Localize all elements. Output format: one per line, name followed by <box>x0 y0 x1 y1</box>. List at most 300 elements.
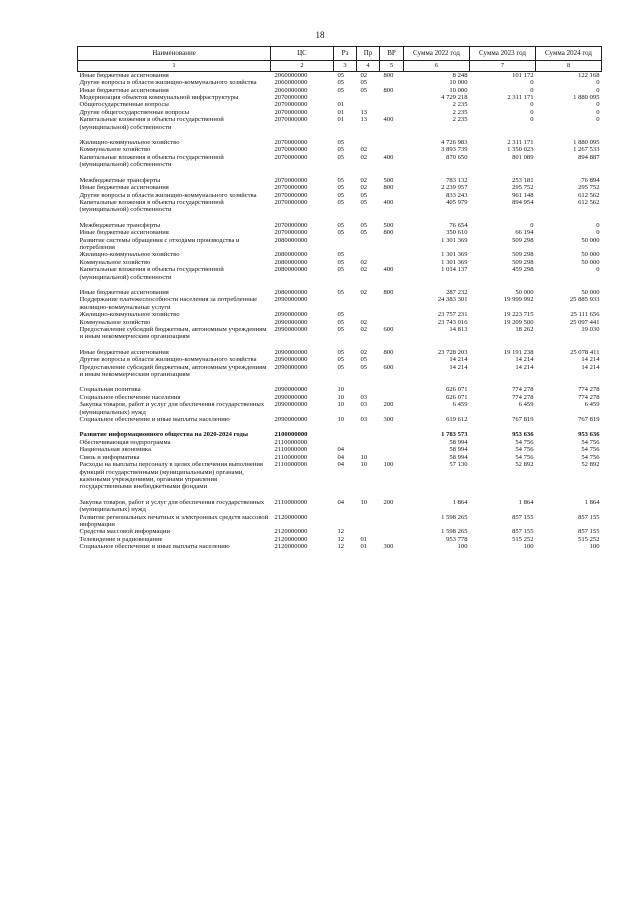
row-rz: 05 <box>337 79 345 87</box>
row-sum-2022: 14 813 <box>449 326 468 333</box>
row-vr <box>380 386 404 393</box>
row-rz <box>334 514 357 529</box>
row-pr <box>357 296 380 311</box>
header-name: Наименование <box>78 47 271 61</box>
row-sum-2023: 14 214 <box>515 356 534 364</box>
row-vr <box>380 146 404 153</box>
row-name: Предоставление субсидий бюджетным, автономным учреждениям и иным некоммерческим организациям <box>79 363 267 379</box>
row-cs: 2070000000 <box>274 221 308 229</box>
row-cs: 2100000000 <box>274 431 308 439</box>
table-row <box>78 266 602 281</box>
row-pr: 05 <box>360 363 368 371</box>
header-sum-2023: Сумма 2023 год <box>470 47 536 61</box>
row-sum-2023: 50 000 <box>515 288 534 296</box>
row-name: Жилищно-коммунальное хозяйство <box>79 139 180 147</box>
row-spacer <box>78 214 602 222</box>
row-name: Модернизация объектов коммунальной инфраструктуры <box>79 94 239 102</box>
row-sum-2024: 54 756 <box>581 453 600 461</box>
row-cs: 2120000000 <box>274 528 308 536</box>
row-rz: 04 <box>337 446 345 454</box>
table-row <box>78 311 602 318</box>
table-row <box>78 536 602 543</box>
row-sum-2022: 58 994 <box>449 438 468 446</box>
row-sum-2022: 100 <box>457 543 468 551</box>
header-vr: ВР <box>380 47 404 61</box>
row-sum-2022: 14 214 <box>449 363 468 371</box>
row-cs: 2080000000 <box>274 236 308 244</box>
row-sum-2022: 1 598 265 <box>441 513 468 521</box>
row-sum-2024: 19 030 <box>581 326 600 333</box>
row-cs: 2090000000 <box>274 318 308 326</box>
row-sum-2022: 1 864 <box>452 498 468 506</box>
row-pr <box>357 139 380 146</box>
row-cs: 2110000000 <box>274 461 308 469</box>
header-number: 5 <box>380 61 404 71</box>
row-spacer <box>78 491 602 499</box>
header-number: 2 <box>271 61 334 71</box>
row-name: Коммунальное хозяйство <box>79 258 151 266</box>
table-row <box>78 386 602 393</box>
row-sum-2024: 0 <box>596 101 600 109</box>
row-name: Другие вопросы в области жилищно-коммунального хозяйства <box>79 191 257 199</box>
row-sum-2022: 4 726 983 <box>441 139 468 147</box>
row-vr: 800 <box>383 348 394 356</box>
row-sum-2023: 2 311 171 <box>507 94 534 102</box>
row-rz: 05 <box>337 348 345 356</box>
row-sum-2022: 2 235 <box>452 108 468 116</box>
row-rz: 05 <box>337 71 345 79</box>
row-rz: 05 <box>337 184 345 192</box>
row-sum-2023: 801 089 <box>512 153 534 161</box>
row-name: Иные бюджетные ассигнования <box>79 348 169 356</box>
row-pr <box>357 311 380 318</box>
row-cs: 2090000000 <box>274 311 308 319</box>
table-row <box>78 461 602 491</box>
row-pr: 02 <box>360 326 368 333</box>
row-pr: 01 <box>360 535 368 543</box>
row-vr <box>380 446 404 453</box>
row-sum-2024: 14 214 <box>581 356 600 364</box>
row-sum-2023: 509 298 <box>512 258 534 266</box>
row-sum-2024: 953 636 <box>578 431 600 439</box>
row-rz: 05 <box>337 86 345 94</box>
header-number: 1 <box>78 61 271 71</box>
row-sum-2023: 774 278 <box>512 393 534 401</box>
row-pr: 02 <box>360 176 368 184</box>
row-rz: 05 <box>337 153 345 161</box>
row-sum-2022: 619 612 <box>446 416 468 424</box>
row-cs: 2080000000 <box>274 251 308 259</box>
row-rz: 01 <box>337 116 345 124</box>
row-cs: 2090000000 <box>274 363 308 371</box>
table-row <box>78 528 602 535</box>
row-sum-2022: 10 000 <box>449 79 468 87</box>
row-vr <box>380 109 404 116</box>
row-sum-2022: 1 783 573 <box>441 431 468 439</box>
table-row <box>78 154 602 169</box>
row-rz: 05 <box>337 191 345 199</box>
row-cs: 2110000000 <box>274 498 308 506</box>
row-rz: 01 <box>337 108 345 116</box>
row-name: Социальное обеспечение и иные выплаты населению <box>79 416 230 424</box>
row-cs: 2070000000 <box>274 108 308 116</box>
row-sum-2023: 857 155 <box>512 528 534 536</box>
row-sum-2023: 54 756 <box>515 438 534 446</box>
row-name: Жилищно-коммунальное хозяйство <box>79 311 180 319</box>
row-sum-2024: 1 880 095 <box>573 139 600 147</box>
row-vr: 800 <box>383 86 394 94</box>
row-sum-2023: 0 <box>530 116 534 124</box>
row-pr <box>357 439 380 446</box>
table-row <box>78 446 602 453</box>
spacer-cell <box>78 131 602 139</box>
row-vr <box>380 319 404 326</box>
row-name: Социальное обеспечение населения <box>79 393 181 401</box>
row-pr: 05 <box>360 79 368 87</box>
row-rz: 05 <box>337 356 345 364</box>
row-name: Предоставление субсидий бюджетным, автономным учреждениям и иным некоммерческим организациям <box>79 326 267 341</box>
row-sum-2024: 6 459 <box>584 401 600 409</box>
table-row <box>78 87 602 94</box>
row-sum-2024: 1 880 095 <box>573 94 600 102</box>
row-sum-2022: 57 130 <box>449 461 468 469</box>
row-sum-2023: 101 172 <box>512 71 534 79</box>
row-sum-2024: 857 155 <box>578 513 600 521</box>
row-pr: 10 <box>360 461 368 469</box>
row-vr <box>380 536 404 543</box>
row-rz: 05 <box>337 229 345 237</box>
budget-table-container <box>77 46 601 551</box>
table-row <box>78 192 602 199</box>
row-spacer <box>78 378 602 386</box>
row-vr <box>380 311 404 318</box>
row-sum-2024: 50 000 <box>581 258 600 266</box>
row-pr: 05 <box>360 191 368 199</box>
row-sum-2023: 0 <box>530 108 534 116</box>
row-sum-2023: 295 752 <box>512 184 534 192</box>
row-sum-2024: 774 278 <box>578 386 600 394</box>
row-rz: 04 <box>337 498 345 506</box>
table-row <box>78 416 602 423</box>
row-vr: 800 <box>383 288 394 296</box>
row-vr <box>380 251 404 258</box>
row-rz: 10 <box>337 393 345 401</box>
row-vr: 200 <box>383 498 394 506</box>
row-vr: 500 <box>383 221 394 229</box>
row-vr <box>380 94 404 101</box>
row-name: Социальное обеспечение и иные выплаты населению <box>79 543 230 551</box>
header-number: 7 <box>470 61 536 71</box>
row-cs: 2090000000 <box>274 356 308 364</box>
row-pr <box>357 431 380 438</box>
row-pr: 02 <box>360 71 368 79</box>
row-rz: 05 <box>337 326 345 333</box>
row-sum-2022: 8 248 <box>452 71 468 79</box>
row-name: Капитальные вложения в объекты государственной (муниципальной) собственности <box>79 153 224 169</box>
row-name: Развитие региональных печатных и электронных средств массовой информации <box>79 513 269 528</box>
row-vr <box>380 79 404 86</box>
row-name: Средства массовой информации <box>79 528 171 536</box>
row-sum-2024: 50 000 <box>581 251 600 259</box>
row-cs: 2060000000 <box>274 79 308 87</box>
header-number: 4 <box>357 61 380 71</box>
row-cs: 2080000000 <box>274 266 308 274</box>
row-pr <box>357 101 380 108</box>
table-row <box>78 364 602 379</box>
table-row <box>78 237 602 252</box>
row-sum-2024: 52 892 <box>581 461 600 469</box>
row-cs: 2120000000 <box>274 513 308 521</box>
row-sum-2023: 953 636 <box>512 431 534 439</box>
row-spacer <box>78 169 602 177</box>
row-sum-2024: 100 <box>589 543 600 551</box>
header-pr: Пр <box>357 47 380 61</box>
row-pr: 02 <box>360 266 368 274</box>
row-vr: 400 <box>383 266 394 274</box>
row-spacer <box>78 423 602 431</box>
row-rz: 05 <box>337 363 345 371</box>
row-sum-2023: 1 350 023 <box>507 146 534 154</box>
row-sum-2024: 894 887 <box>578 153 600 161</box>
row-sum-2024: 25 078 411 <box>570 348 600 356</box>
row-pr: 03 <box>360 393 368 401</box>
row-cs: 2120000000 <box>274 535 308 543</box>
row-rz: 10 <box>337 386 345 394</box>
row-sum-2022: 1 301 369 <box>441 251 468 259</box>
row-sum-2024: 54 756 <box>581 438 600 446</box>
row-rz: 05 <box>337 251 345 259</box>
row-sum-2023: 54 756 <box>515 446 534 454</box>
table-row <box>78 394 602 401</box>
row-name: Капитальные вложения в объекты государственной (муниципальной) собственности <box>79 198 224 214</box>
row-vr <box>380 237 404 252</box>
table-row <box>78 349 602 356</box>
row-name: Развитие информационного общества на 2020-2024 годы <box>79 431 249 439</box>
row-sum-2024: 515 252 <box>578 535 600 543</box>
spacer-cell <box>78 341 602 349</box>
row-cs: 2090000000 <box>274 416 308 424</box>
header-sum-2024: Сумма 2024 год <box>536 47 602 61</box>
row-cs: 2060000000 <box>274 86 308 94</box>
row-pr: 13 <box>360 116 368 124</box>
row-pr: 02 <box>360 318 368 326</box>
row-pr <box>357 528 380 535</box>
row-sum-2024: 0 <box>596 266 600 274</box>
row-sum-2024: 25 111 656 <box>570 311 600 319</box>
table-row <box>78 259 602 266</box>
row-name: Закупка товаров, работ и услуг для обеспечения государственных (муниципальных) нужд <box>79 401 265 416</box>
row-pr <box>357 446 380 453</box>
row-sum-2024: 774 278 <box>578 393 600 401</box>
row-sum-2023: 14 214 <box>515 363 534 371</box>
row-pr: 03 <box>360 401 368 409</box>
spacer-cell <box>78 423 602 431</box>
header-number: 8 <box>536 61 602 71</box>
row-sum-2022: 953 778 <box>446 535 468 543</box>
row-cs: 2070000000 <box>274 153 308 161</box>
table-row <box>78 326 602 341</box>
row-sum-2022: 6 459 <box>452 401 468 409</box>
row-pr: 02 <box>360 184 368 192</box>
row-pr: 05 <box>360 198 368 206</box>
table-row <box>78 356 602 363</box>
row-vr <box>380 192 404 199</box>
table-row <box>78 543 602 550</box>
row-sum-2023: 19 223 715 <box>503 311 534 319</box>
row-vr: 300 <box>383 416 394 424</box>
row-sum-2024: 612 562 <box>578 198 600 206</box>
row-pr: 05 <box>360 229 368 237</box>
row-name: Другие общегосударственные вопросы <box>79 108 190 116</box>
row-pr: 05 <box>360 356 368 364</box>
row-sum-2024: 25 885 933 <box>569 296 600 304</box>
row-pr <box>357 514 380 529</box>
row-vr: 400 <box>383 116 394 124</box>
spacer-cell <box>78 491 602 499</box>
row-vr: 500 <box>383 176 394 184</box>
row-pr: 05 <box>360 221 368 229</box>
row-sum-2022: 23 757 231 <box>437 311 468 319</box>
row-sum-2022: 58 994 <box>449 446 468 454</box>
row-rz <box>334 439 357 446</box>
header-rz: Рз <box>334 47 357 61</box>
row-name: Закупка товаров, работ и услуг для обеспечения государственных (муниципальных) нужд <box>79 498 265 514</box>
row-rz: 05 <box>337 288 345 296</box>
row-sum-2022: 4 729 218 <box>441 94 468 102</box>
row-cs: 2070000000 <box>274 198 308 206</box>
row-sum-2023: 894 954 <box>512 198 534 206</box>
row-rz <box>334 237 357 252</box>
row-sum-2022: 76 654 <box>449 221 468 229</box>
row-sum-2023: 54 756 <box>515 453 534 461</box>
row-sum-2023: 253 181 <box>512 176 534 184</box>
row-rz: 04 <box>337 461 345 469</box>
row-vr: 800 <box>383 71 394 79</box>
row-sum-2024: 767 819 <box>578 416 600 424</box>
row-rz <box>334 431 357 438</box>
row-sum-2022: 23 743 016 <box>437 318 468 326</box>
row-cs: 2070000000 <box>274 229 308 237</box>
row-cs: 2070000000 <box>274 101 308 109</box>
row-sum-2024: 54 756 <box>581 446 600 454</box>
row-sum-2022: 2 239 957 <box>441 184 468 192</box>
row-vr: 800 <box>383 229 394 237</box>
row-name: Обеспечивающая подпрограмма <box>79 438 171 446</box>
row-name: Коммунальное хозяйство <box>79 146 151 154</box>
row-cs: 2110000000 <box>274 453 308 461</box>
row-cs: 2070000000 <box>274 94 308 102</box>
row-sum-2023: 19 191 238 <box>503 348 534 356</box>
row-name: Общегосударственные вопросы <box>79 101 169 109</box>
row-vr <box>380 514 404 529</box>
row-vr <box>380 454 404 461</box>
header-number: 6 <box>404 61 470 71</box>
table-row <box>78 109 602 116</box>
row-cs: 2070000000 <box>274 139 308 147</box>
row-name: Капитальные вложения в объекты государственной (муниципальной) собственности <box>79 266 224 281</box>
table-body <box>78 71 602 550</box>
row-sum-2022: 58 994 <box>449 453 468 461</box>
row-sum-2024: 0 <box>596 86 600 94</box>
table-row <box>78 101 602 108</box>
row-rz: 10 <box>337 401 345 409</box>
row-sum-2024: 122 168 <box>578 71 600 79</box>
row-pr: 05 <box>360 86 368 94</box>
row-name: Иные бюджетные ассигнования <box>79 184 169 192</box>
row-name: Другие вопросы в области жилищно-коммунального хозяйства <box>79 356 257 364</box>
table-row <box>78 139 602 146</box>
row-rz: 05 <box>337 146 345 154</box>
row-sum-2024: 0 <box>596 229 600 237</box>
row-sum-2024: 14 214 <box>581 363 600 371</box>
row-pr: 13 <box>360 108 368 116</box>
row-sum-2024: 50 000 <box>581 236 600 244</box>
row-name: Иные бюджетные ассигнования <box>79 86 169 94</box>
row-spacer <box>78 131 602 139</box>
row-cs: 2110000000 <box>274 438 308 446</box>
row-sum-2023: 1 864 <box>518 498 534 506</box>
table-row <box>78 146 602 153</box>
spacer-cell <box>78 214 602 222</box>
table-row <box>78 251 602 258</box>
row-rz: 12 <box>337 528 345 536</box>
row-sum-2022: 350 610 <box>446 229 468 237</box>
row-sum-2022: 1 301 369 <box>441 258 468 266</box>
table-row <box>78 222 602 229</box>
row-sum-2022: 287 232 <box>446 288 468 296</box>
row-cs: 2070000000 <box>274 191 308 199</box>
row-sum-2024: 25 097 441 <box>569 318 600 326</box>
row-sum-2022: 1 014 137 <box>441 266 468 274</box>
row-name: Связь и информатика <box>79 453 140 461</box>
row-rz: 05 <box>337 318 345 326</box>
row-sum-2024: 857 155 <box>578 528 600 536</box>
row-rz: 10 <box>337 416 345 424</box>
row-vr <box>380 259 404 266</box>
table-row <box>78 439 602 446</box>
row-sum-2024: 0 <box>596 221 600 229</box>
row-rz: 05 <box>337 258 345 266</box>
row-sum-2022: 3 893 739 <box>441 146 468 154</box>
table-row <box>78 454 602 461</box>
row-sum-2023: 0 <box>530 221 534 229</box>
row-name: Другие вопросы в области жилищно-коммунального хозяйства <box>79 79 257 87</box>
row-sum-2023: 774 278 <box>512 386 534 394</box>
row-sum-2023: 66 194 <box>515 229 534 237</box>
row-sum-2023: 459 298 <box>512 266 534 274</box>
page-number: 18 <box>315 30 325 40</box>
budget-table <box>77 46 602 551</box>
row-sum-2023: 52 892 <box>515 461 534 469</box>
row-name: Национальная экономика <box>79 446 151 454</box>
row-rz: 01 <box>337 101 345 109</box>
row-sum-2023: 0 <box>530 79 534 87</box>
row-pr: 02 <box>360 258 368 266</box>
row-name: Межбюджетные трансферты <box>79 176 161 184</box>
row-name: Развитие системы обращения с отходами производства и потребления <box>79 236 240 251</box>
row-pr: 02 <box>360 288 368 296</box>
header-number: 3 <box>334 61 357 71</box>
row-sum-2022: 1 598 265 <box>441 528 468 536</box>
row-vr: 600 <box>383 326 394 333</box>
row-sum-2024: 612 562 <box>578 191 600 199</box>
row-sum-2022: 1 301 369 <box>441 236 468 244</box>
row-name: Капитальные вложения в объекты государственной (муниципальной) собственности <box>79 116 224 131</box>
row-name: Расходы на выплаты персоналу в целях обеспечения выполнения функций государственными (муниципальными) органами, казенными учреждениями, органами управления государственными внебюджетными фондами <box>79 461 263 491</box>
row-rz: 05 <box>337 221 345 229</box>
header-sum-2022: Сумма 2022 год <box>404 47 470 61</box>
table-row <box>78 71 602 79</box>
